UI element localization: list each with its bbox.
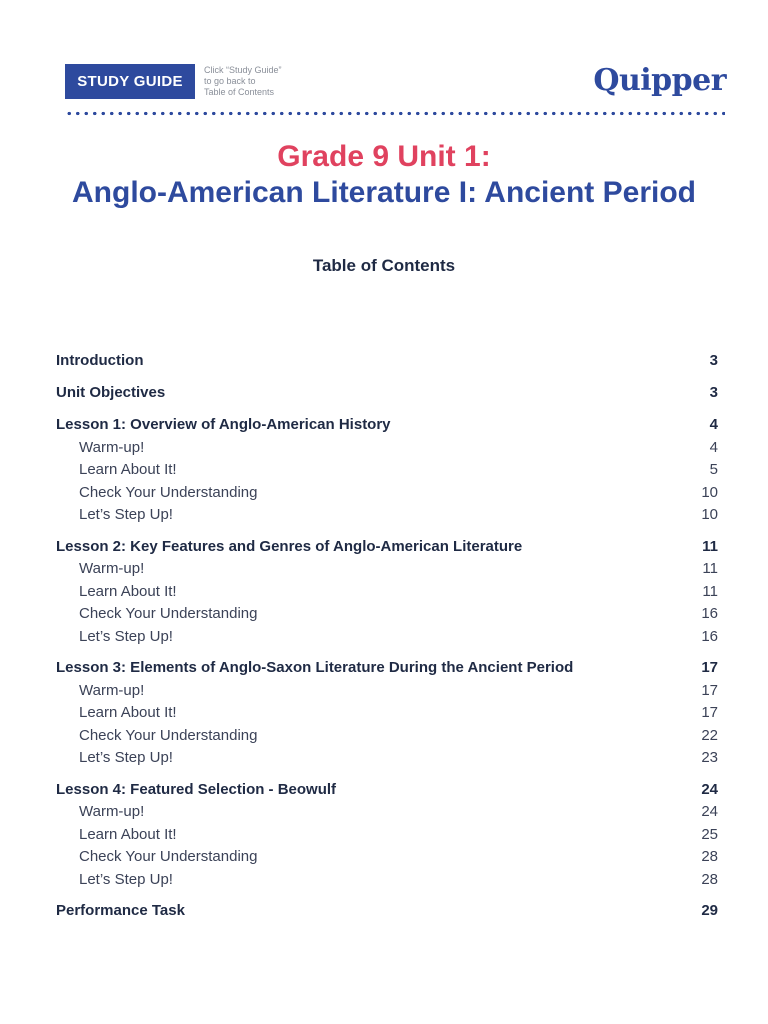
toc-subentry[interactable]	[56, 682, 718, 705]
toc-label: Warm-up!	[79, 681, 145, 699]
toc-subentry[interactable]	[56, 605, 718, 628]
toc-page: 17	[701, 659, 718, 676]
toc-label: Let’s Step Up!	[79, 870, 173, 888]
toc-page: 10	[701, 483, 718, 501]
toc-label: Check Your Understanding	[79, 483, 258, 501]
toc-page: 25	[701, 825, 718, 843]
unit-subtitle: Anglo-American Literature I: Ancient Period	[72, 176, 696, 209]
toc-label: Warm-up!	[79, 438, 145, 456]
toc-page: 17	[701, 681, 718, 699]
toc-label: Learn About It!	[79, 582, 177, 600]
hint-line: to go back to	[204, 76, 256, 86]
toc-subentry[interactable]	[56, 749, 718, 772]
toc-subentry[interactable]	[56, 871, 718, 894]
toc-page: 28	[701, 870, 718, 888]
toc-label: Let’s Step Up!	[79, 506, 173, 523]
toc-page: 24	[701, 803, 718, 820]
toc-label: Introduction	[56, 352, 144, 369]
toc-label: Warm-up!	[79, 803, 145, 820]
toc-entry-lesson-1[interactable]	[56, 416, 718, 439]
toc-entry-unit-objectives[interactable]	[56, 384, 718, 407]
toc-page: 16	[701, 605, 718, 622]
toc-label: Check Your Understanding	[79, 726, 258, 744]
toc-subentry[interactable]	[56, 484, 718, 507]
toc-label: Let’s Step Up!	[79, 749, 173, 766]
toc-label: Lesson 2: Key Features and Genres of Anglo-American Literature	[56, 537, 523, 555]
hint-line: Table of Contents	[204, 87, 275, 97]
toc-page: 3	[709, 384, 718, 401]
toc-subentry[interactable]	[56, 506, 718, 529]
toc-label: Unit Objectives	[56, 384, 166, 401]
unit-title: Grade 9 Unit 1:	[277, 140, 491, 173]
toc-entry-lesson-3[interactable]	[56, 659, 718, 682]
toc-page: 4	[709, 438, 718, 456]
toc-page: 28	[701, 848, 718, 865]
study-guide-hint	[204, 65, 282, 98]
toc-label: Learn About It!	[79, 461, 177, 478]
toc-subentry[interactable]	[56, 583, 718, 606]
toc-subentry[interactable]	[56, 704, 718, 727]
toc-subentry[interactable]	[56, 727, 718, 750]
toc-label: Learn About It!	[79, 825, 177, 843]
study-guide-button[interactable]: STUDY GUIDE	[65, 64, 195, 99]
toc-subentry[interactable]	[56, 560, 718, 583]
toc-subentry[interactable]	[56, 439, 718, 462]
toc-entry-lesson-2[interactable]	[56, 538, 718, 561]
toc-page: 3	[709, 352, 718, 369]
toc-entry-introduction[interactable]	[56, 352, 718, 375]
toc-page: 4	[709, 416, 718, 433]
toc-page: 11	[702, 560, 718, 577]
toc-entry-lesson-4[interactable]	[56, 781, 718, 804]
toc-label: Lesson 1: Overview of Anglo-American History	[56, 416, 391, 433]
toc-page: 11	[702, 582, 718, 600]
toc-label: Warm-up!	[79, 560, 145, 577]
toc-label: Check Your Understanding	[79, 605, 258, 622]
toc-subentry[interactable]	[56, 803, 718, 826]
toc-page: 17	[701, 704, 718, 721]
toc-page: 10	[701, 506, 718, 523]
toc-subentry[interactable]	[56, 848, 718, 871]
toc-page: 16	[701, 627, 718, 645]
table-of-contents	[56, 352, 718, 925]
toc-page: 29	[701, 902, 718, 919]
toc-page: 24	[701, 780, 718, 798]
toc-page: 5	[709, 461, 718, 478]
toc-label: Lesson 4: Featured Selection - Beowulf	[56, 780, 337, 798]
toc-subentry[interactable]	[56, 461, 718, 484]
toc-heading: Table of Contents	[312, 256, 456, 275]
toc-label: Check Your Understanding	[79, 848, 258, 865]
dotted-divider	[65, 111, 725, 116]
toc-label: Lesson 3: Elements of Anglo-Saxon Literature During the Ancient Period	[56, 659, 574, 676]
toc-page: 22	[701, 726, 718, 744]
toc-label: Performance Task	[56, 902, 185, 919]
quipper-logo: Quipper	[593, 63, 726, 98]
toc-subentry[interactable]	[56, 826, 718, 849]
toc-page: 23	[701, 749, 718, 766]
toc-subentry[interactable]	[56, 628, 718, 651]
page-header	[0, 0, 768, 130]
hint-line: Click “Study Guide”	[204, 65, 282, 75]
toc-label: Let’s Step Up!	[79, 627, 173, 645]
toc-page: 11	[702, 537, 718, 555]
toc-label: Learn About It!	[79, 704, 177, 721]
toc-entry-performance-task[interactable]	[56, 902, 718, 925]
